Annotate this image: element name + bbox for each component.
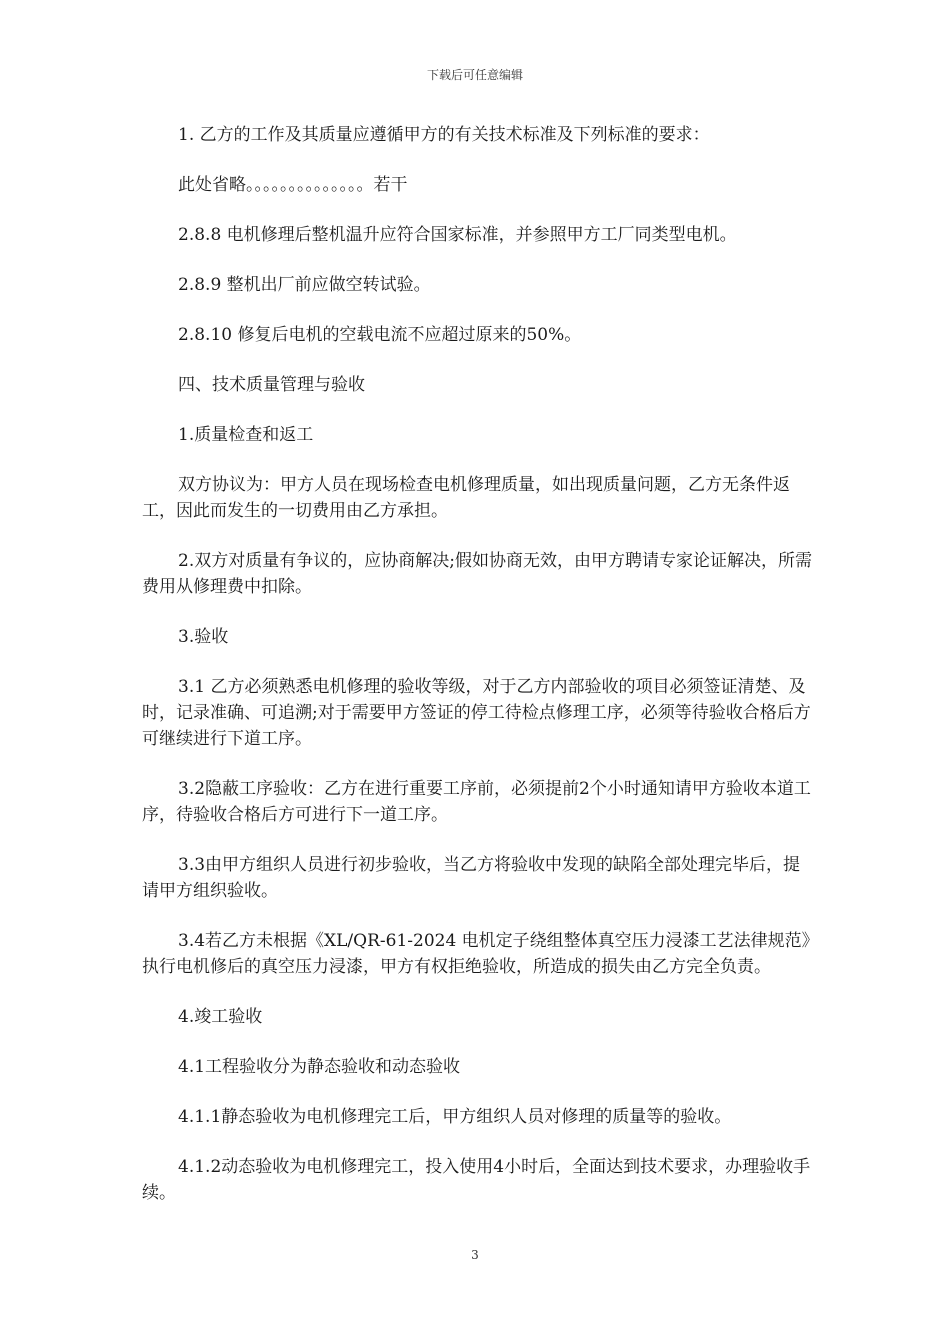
subsection-heading: 4.竣工验收 [178,1007,263,1027]
paragraph: 双方协议为：甲方人员在现场检查电机修理质量，如出现质量问题，乙方无条件返工，因此而发生的一切费用由乙方承担。 [142,475,790,521]
paragraph: 4.1工程验收分为静态验收和动态验收 [178,1057,461,1077]
paragraph: 3.2隐蔽工序验收：乙方在进行重要工序前，必须提前2个小时通知请甲方验收本道工序，待验收合格后方可进行下一道工序。 [142,779,811,825]
paragraph: 2.8.10 修复后电机的空载电流不应超过原来的50%。 [178,325,582,345]
page-header: 下载后可任意编辑 [426,68,523,82]
subsection-heading: 1.质量检查和返工 [178,425,314,445]
paragraph: 3.3由甲方组织人员进行初步验收，当乙方将验收中发现的缺陷全部处理完毕后，提请甲方组织验收。 [142,855,801,901]
paragraph: 此处省略。。。。。。。。。。。。。。若干 [178,175,408,195]
paragraph: 2.8.8 电机修理后整机温升应符合国家标准，并参照甲方工厂同类型电机。 [178,225,737,245]
paragraph: 3.1 乙方必须熟悉电机修理的验收等级，对于乙方内部验收的项目必须签证清楚、及时，记录准确、可追溯;对于需要甲方签证的停工待检点修理工序，必须等待验收合格后方可继续进行下道工序。 [142,677,811,749]
paragraph: 2.8.9 整机出厂前应做空转试验。 [178,275,431,295]
section-heading: 四、技术质量管理与验收 [178,375,365,395]
paragraph: 2.双方对质量有争议的，应协商解决;假如协商无效，由甲方聘请专家论证解决，所需费用从修理费中扣除。 [142,551,812,597]
document-body [142,122,814,1230]
paragraph: 1. 乙方的工作及其质量应遵循甲方的有关技术标准及下列标准的要求： [178,125,710,145]
paragraph: 3.4若乙方未根据《XL/QR-61-2024 电机定子绕组整体真空压力浸漆工艺法律规范》执行电机修后的真空压力浸漆，甲方有权拒绝验收，所造成的损失由乙方完全负责。 [142,931,811,977]
subsection-heading: 3.验收 [178,627,229,647]
page-number: 3 [471,1248,479,1262]
paragraph: 4.1.2动态验收为电机修理完工，投入使用4小时后，全面达到技术要求，办理验收手续。 [142,1157,811,1203]
paragraph: 4.1.1静态验收为电机修理完工后，甲方组织人员对修理的质量等的验收。 [178,1107,732,1127]
